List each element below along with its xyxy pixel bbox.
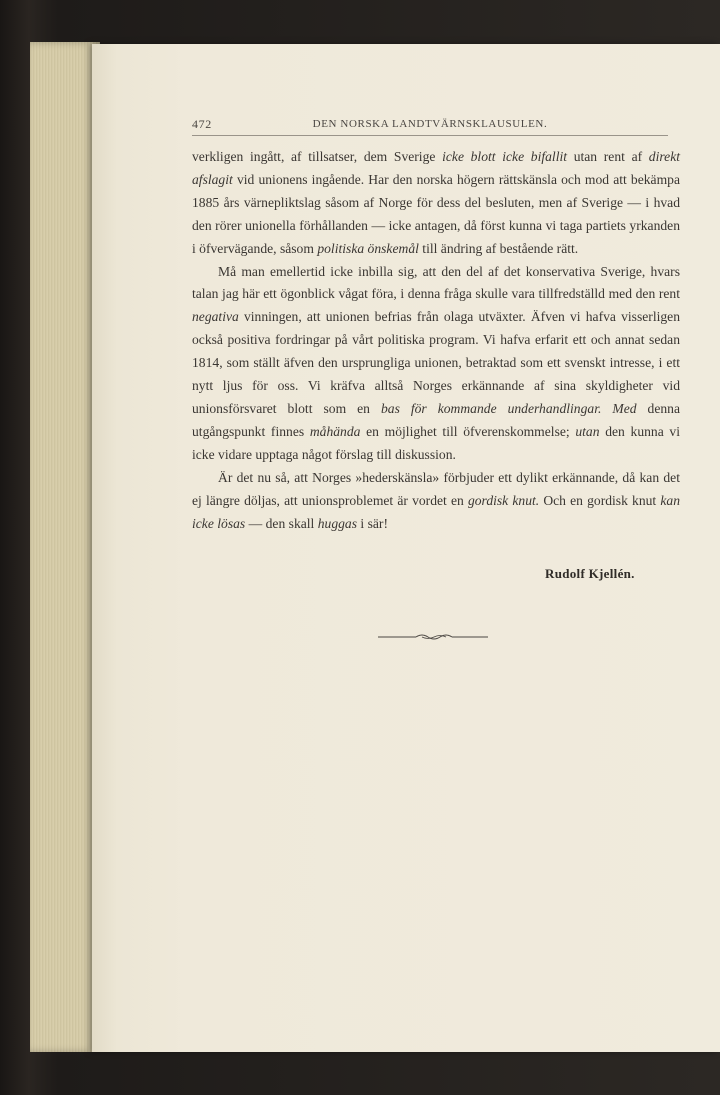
emphasis-text: negativa (192, 309, 239, 325)
book-page-edges (30, 42, 100, 1052)
author-signature: Rudolf Kjellén. (545, 566, 635, 581)
emphasis-text: måhända (309, 423, 361, 439)
text-run: utan rent af (567, 149, 649, 164)
text-run (601, 401, 612, 416)
text-run: Och en gordisk knut (539, 492, 661, 508)
emphasis-text: icke blott icke bifallit (442, 149, 568, 164)
text-run: vid unionens ingående. Har den norska högern rättskänsla och mod att bekämpa 1885 års värnepliktslag såsom af Norge för dess del besluten, men af Sverige — i hvad den rörer unionella förhållanden — icke antagen, då först kunna vi taga partiets yrkanden i öfvervägande, såsom (192, 171, 680, 256)
text-run: verkligen ingått, af tillsatser, dem Sverige (192, 149, 443, 164)
page-header (192, 115, 668, 136)
body-text (192, 146, 680, 535)
page-number: 472 (192, 117, 212, 131)
emphasis-text: kan icke lösas (192, 492, 680, 531)
text-run: en möjlighet till öfverenskommelse; (360, 423, 576, 439)
text-run: till ändring af bestående rätt. (418, 240, 579, 256)
text-run: Är det nu så, att Norges »hederskänsla» förbjuder ett dylikt erkännande, då kan det ej längre döljas, att unionsproblemet är vordet en (192, 469, 680, 508)
text-run: den kunna vi icke vidare upptaga något förslag till diskussion. (192, 423, 680, 462)
emphasis-text: direkt afslagit (192, 149, 680, 187)
paragraph-2 (192, 261, 680, 467)
paragraph-1 (192, 146, 680, 261)
emphasis-text: huggas (317, 515, 358, 531)
emphasis-text: utan (575, 423, 600, 439)
emphasis-text: bas för kommande underhandlingar. (380, 400, 602, 416)
closing-ornament (378, 632, 488, 642)
emphasis-text: Med (612, 400, 637, 416)
text-run: vinningen, att unionen befrias från olaga utväxter. Äfven vi hafva visserligen också positiva fordringar på vårt politiska program. Vi hafva erfarit ett och annat sedan 1814, som ställt äfven den ursprungliga unionen, betraktad som ett svenskt intresse, i ett nytt ljus för oss. Vi kräfva alltså Norges erkännande af sina skyldigheter vid unionsförsvaret blott som en (192, 309, 680, 416)
text-run: Må man emellertid icke inbilla sig, att den del af det konservativa Sverige, hvars talan jag här ett ögonblick vågat föra, i denna fråga skulle vara tillfredställd med den rent (192, 263, 680, 302)
running-head: DEN NORSKA LANDTVÄRNSKLAUSULEN. (312, 118, 548, 130)
text-run: — den skall (245, 515, 318, 531)
paragraph-3 (192, 467, 680, 536)
text-run: i sär! (357, 515, 388, 531)
text-run: denna utgångspunkt finnes (192, 400, 680, 439)
emphasis-text: gordisk knut. (467, 492, 540, 508)
emphasis-text: politiska önskemål (317, 240, 419, 256)
